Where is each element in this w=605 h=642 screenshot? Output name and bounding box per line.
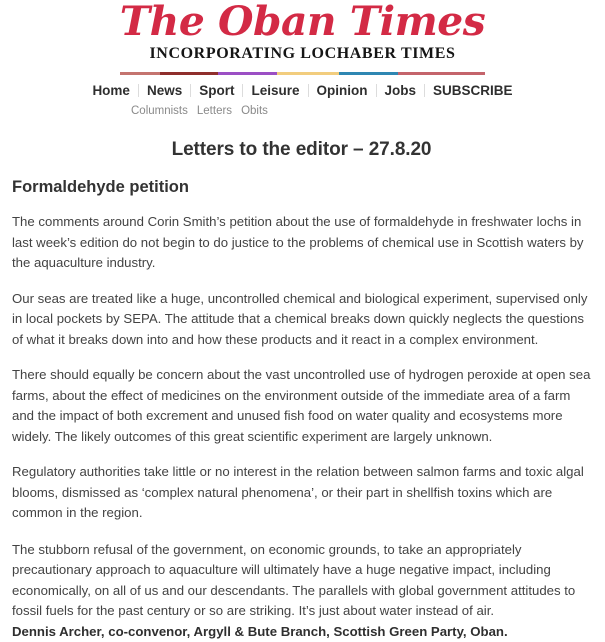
segment-yellow — [277, 72, 339, 75]
subnav-item-columnists[interactable]: Columnists — [131, 105, 197, 117]
segment-dark-red — [160, 72, 219, 75]
nav-item-subscribe[interactable]: SUBSCRIBE — [425, 83, 521, 98]
subnav-item-letters[interactable]: Letters — [197, 105, 241, 117]
secondary-navigation — [0, 105, 605, 117]
article-paragraph: Our seas are treated like a huge, uncontrolled chemical and biological experiment, supervised only in local pockets by SEPA. The attitude that a chemical breaks down quickly neglects the questions of what it breaks down into and how these products and it react in a complex environment. — [12, 289, 591, 351]
nav-item-jobs[interactable]: Jobs — [377, 83, 425, 98]
article-body — [12, 212, 591, 622]
nav-item-leisure[interactable]: Leisure — [243, 83, 307, 98]
page-title: Letters to the editor – 27.8.20 — [12, 138, 591, 162]
primary-navigation — [0, 83, 605, 98]
segment-pink-red — [398, 72, 486, 75]
segment-teal — [339, 72, 398, 75]
article-paragraph: There should equally be concern about the vast uncontrolled use of hydrogen peroxide at open sea farms, about the effect of medicines on the environment outside of the immediate area of a farm and the impact of both excrement and unused fish food on water quality and ecosystems more widely. The likely outcomes of this great scientific experiment are largely unknown. — [12, 365, 591, 447]
segment-purple — [218, 72, 277, 75]
masthead-subtitle: INCORPORATING LOCHABER TIMES — [0, 45, 605, 63]
nav-item-opinion[interactable]: Opinion — [309, 83, 376, 98]
site-masthead — [0, 0, 605, 63]
letter-subtitle: Formaldehyde petition — [12, 177, 591, 197]
letter-signature: Dennis Archer, co-convenor, Argyll & Bute Branch, Scottish Green Party, Oban. — [12, 622, 591, 642]
article-paragraph: The comments around Corin Smith’s petition about the use of formaldehyde in freshwater lochs in last week’s edition do not begin to do justice to the problems of chemical use in Scottish waters by the aquaculture industry. — [12, 212, 591, 274]
segment-rose — [120, 72, 160, 75]
nav-item-sport[interactable]: Sport — [191, 83, 242, 98]
article-content — [0, 138, 605, 642]
subnav-item-obits[interactable]: Obits — [241, 105, 277, 117]
colour-rule-divider — [120, 72, 486, 75]
article-paragraph: Regulatory authorities take little or no interest in the relation between salmon farms and toxic algal blooms, dismissed as ‘complex natural phenomena’, or their part in shellfish toxins which are common in the region. — [12, 462, 591, 524]
nav-item-home[interactable]: Home — [84, 83, 138, 98]
masthead-title[interactable]: The Oban Times — [0, 2, 605, 42]
article-paragraph: The stubborn refusal of the government, on economic grounds, to take an appropriately precautionary approach to aquaculture will ultimately have a huge negative impact, including economically, on all of us and our descendants. The parallels with global government attitudes to fossil fuels for the past century or so are striking. It’s just about water instead of air. — [12, 540, 591, 622]
nav-item-news[interactable]: News — [139, 83, 190, 98]
